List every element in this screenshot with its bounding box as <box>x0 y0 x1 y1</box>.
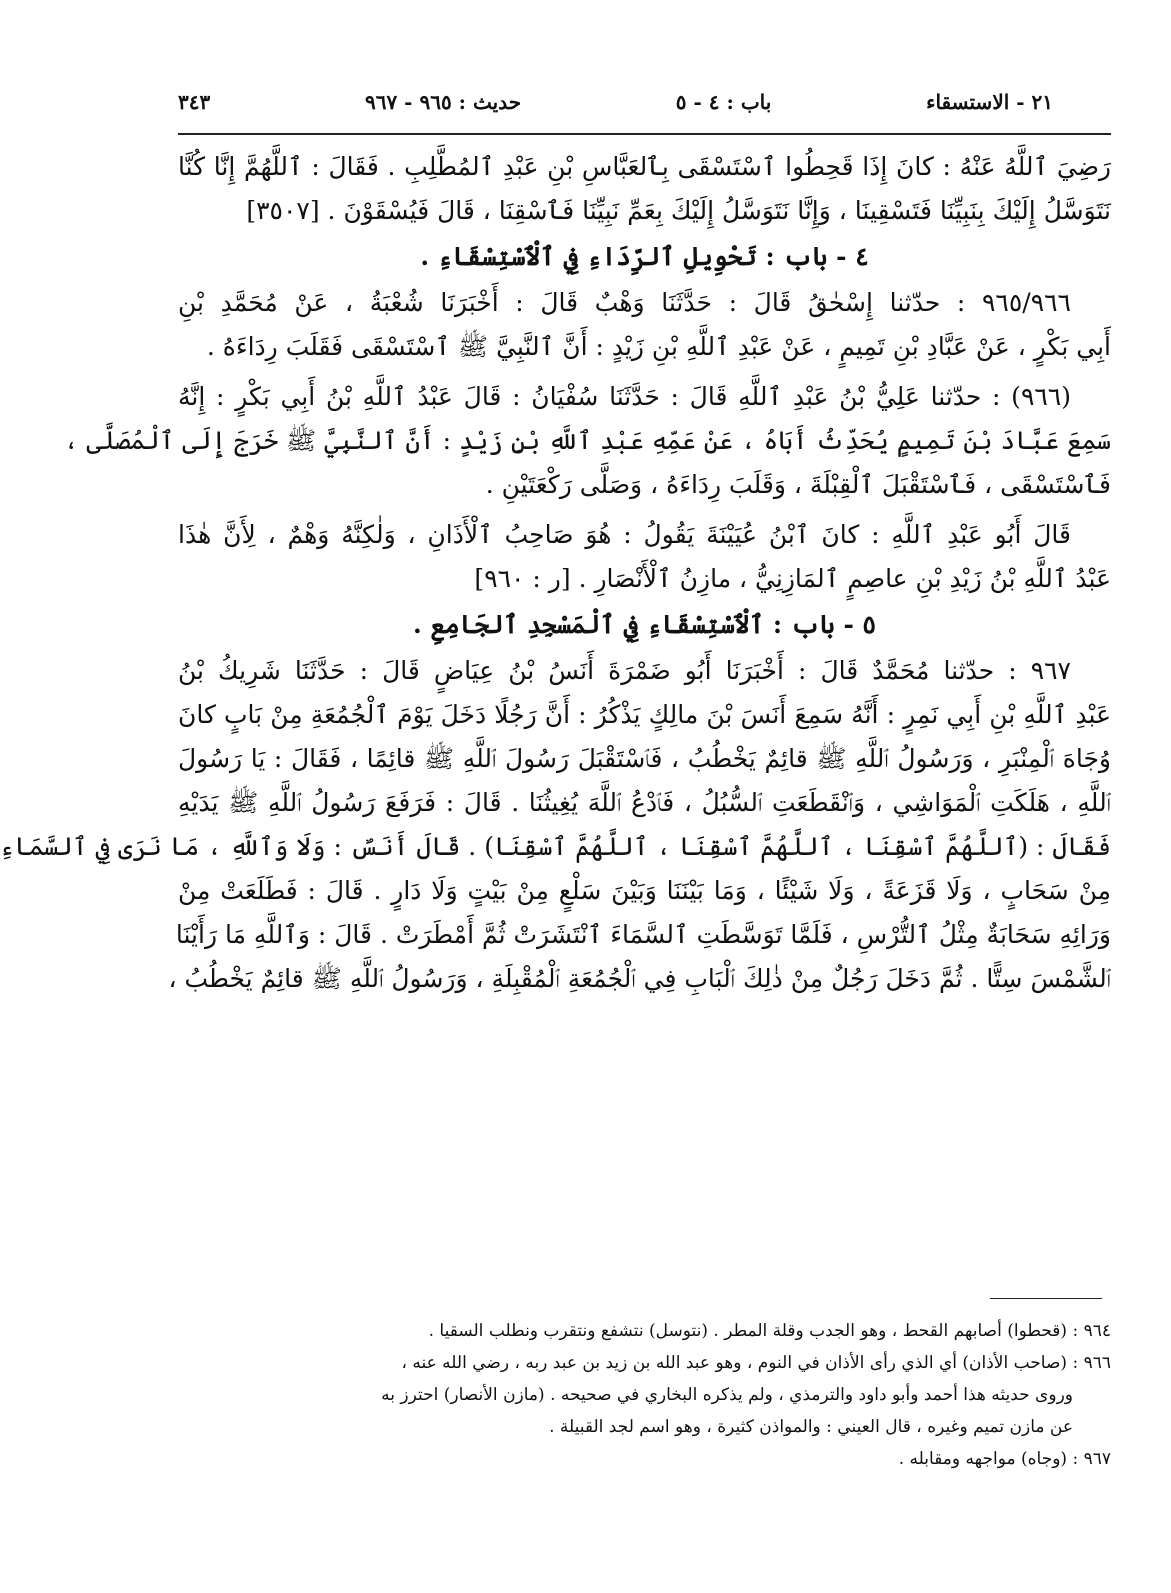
page-number: ٣٤٣ <box>178 90 211 114</box>
hadith-line: وَرَائِهِ سَحَابَةٌ مِثْلُ ٱلتُّرْسِ ، فَلَمَّا تَوَسَّطَتِ ٱلسَّمَاءَ ٱنْتَشَرَتْ ثُمَّ أَمْطَرَتْ . قَالَ : وَٱللَّهِ مَا رَأَيْنَا <box>175 920 1111 949</box>
hadith-line: أَبِي بَكْرٍ ، عَنْ عَبَّادِ بْنِ تَمِيمٍ ، عَنْ عَبْدِ ٱللَّهِ بْنِ زَيْدٍ : أَنَّ ٱلنَّبِيَّ ﷺ ٱسْتَسْقَى فَقَلَبَ رِدَاءَهُ . <box>206 332 1111 361</box>
footnotes <box>178 1315 1111 1475</box>
footnote: ٩٦٦ : (صاحب الأذان) أي الذي رأى الأذان في النوم ، وهو عبد الله بن زيد بن عبد ربه ، رضي الله عنه ، <box>401 1353 1111 1373</box>
hadith-line: سَمِعَ عَبَّادَ بْنَ تَمِيمٍ يُحَدِّثُ أَبَاهُ ، عَنْ عَمِّهِ عَبْدِ ٱللَّهِ بْنِ زَيْدٍ : أَنَّ ٱلنَّبِيَّ ﷺ خَرَجَ إِلَى ٱلْمُصَلَّى ، <box>63 426 1111 455</box>
hadith-line: ٱللَّهِ ، هَلَكَتِ ٱلْمَوَاشِي ، وَٱنْقَطَعَتِ ٱلسُّبُلُ ، فَٱدْعُ ٱللَّهَ يُغِيثُنَا . قَالَ : فَرَفَعَ رَسُولُ ٱللَّهِ ﷺ يَدَيْهِ <box>178 788 1111 817</box>
hadith-line: وُجَاهَ ٱلْمِنْبَرِ ، وَرَسُولُ ٱللَّهِ ﷺ قائِمٌ يَخْطُبُ ، فَٱسْتَقْبَلَ رَسُولَ ٱللَّهِ ﷺ قائِمًا ، فَقَالَ : يَا رَسُولَ <box>178 744 1111 773</box>
hadith-line: عَبْدِ ٱللَّهِ بْنِ أَبِي نَمِرٍ : أَنَّهُ سَمِعَ أَنَسَ بْنَ مالِكٍ يَذْكُرُ : أَنَّ رَجُلًا دَخَلَ يَوْمَ ٱلْجُمُعَةِ مِنْ بَابٍ كانَ <box>178 700 1111 729</box>
hadith-line: فَقَالَ : (ٱللَّهُمَّ ٱسْقِنَا ، ٱللَّهُمَّ ٱسْقِنَا ، ٱللَّهُمَّ ٱسْقِنَا) . قَالَ أَنَسٌ : وَلَا وَٱللَّهِ ، مَا نَرَى فِي ٱلسَّمَاءِ <box>0 832 1111 861</box>
footnote-continuation: وروى حديثه هذا أحمد وأبو داود والترمذي ، ولم يذكره البخاري في صحيحه . (مازن الأنصار) احترز به <box>381 1385 1073 1405</box>
text-line: رَضِيَ ٱللَّهُ عَنْهُ : كانَ إِذَا قَحِطُوا ٱسْتَسْقَى بِٱلعَبَّاسِ بْنِ عَبْدِ ٱلمُطَّلِبِ . فَقَالَ : ٱللَّهُمَّ إِنَّا كُنَّا <box>178 152 1111 181</box>
hadith-line: مِنْ سَحَابٍ ، وَلَا قَزَعَةً ، وَلَا شَيْئًا ، وَمَا بَيْنَنَا وَبَيْنَ سَلْعٍ مِنْ بَيْتٍ وَلَا دَارٍ . قَالَ : فَطَلَعَتْ مِنْ <box>178 876 1111 905</box>
hadith-range: حديث : ٩٦٥ - ٩٦٧ <box>364 90 522 114</box>
header-rule <box>178 133 1111 135</box>
running-header <box>178 82 1053 122</box>
hadith-line: (٩٦٦) : حدّثنا عَلِيُّ بْنُ عَبْدِ ٱللَّهِ قَالَ : حَدَّثَنَا سُفْيَانُ : قَالَ عَبْدُ ٱللَّهِ بْنُ أَبِي بَكْرٍ : إِنَّهُ <box>178 382 1071 411</box>
hadith-line: ٩٦٧ : حدّثنا مُحَمَّدٌ قَالَ : أَخْبَرَنَا أَبُو ضَمْرَةَ أَنَسُ بْنُ عِيَاضٍ قَالَ : حَدَّثَنَا شَرِيكُ بْنُ <box>178 656 1071 685</box>
hadith-line: ٩٦٥/٩٦٦ : حدّثنا إِسْحٰقُ قَالَ : حَدَّثَنَا وَهْبٌ قَالَ : أَخْبَرَنَا شُعْبَةُ ، عَنْ مُحَمَّدِ بْنِ <box>178 288 1071 317</box>
hadith-line: فَٱسْتَسْقَى ، فَٱسْتَقْبَلَ ٱلْقِبْلَةَ ، وَقَلَبَ رِدَاءَهُ ، وَصَلَّى رَكْعَتَيْنِ . <box>485 470 1111 499</box>
footnote-rule <box>990 1298 1102 1299</box>
section-heading: ٥ - باب : ٱلْٱسْتِسْقَاءِ فِي ٱلْمَسْجِدِ ٱلجَامِعِ . <box>413 610 876 639</box>
footnote-continuation: عن مازن تميم وغيره ، قال العيني : والمواذن كثيرة ، وهو اسم لجد القبيلة . <box>549 1417 1073 1437</box>
main-text <box>0 145 1111 1001</box>
commentary-line: قَالَ أَبُو عَبْدِ ٱللَّهِ : كانَ ٱبْنُ عُيَيْنَةَ يَقُولُ : هُوَ صَاحِبُ ٱلْأَذَانِ ، وَلٰكِنَّهُ وَهْمٌ ، لِأَنَّ هٰذَا <box>178 520 1071 549</box>
footnote: ٩٦٤ : (قحطوا) أصابهم القحط ، وهو الجدب وقلة المطر . (نتوسل) نتشفع ونتقرب ونطلب السقيا . <box>428 1321 1111 1341</box>
hadith-line: ٱلشَّمْسَ سِتًّا . ثُمَّ دَخَلَ رَجُلٌ مِنْ ذٰلِكَ ٱلْبَابِ فِي ٱلْجُمُعَةِ ٱلْمُقْبِلَةِ ، وَرَسُولُ ٱللَّهِ ﷺ قائِمٌ يَخْطُبُ ، <box>168 964 1111 993</box>
section-heading: ٤ - باب : تَحْوِيلِ ٱلرِّدَاءِ فِي ٱلْٱسْتِسْقَاءِ . <box>420 242 869 271</box>
commentary-line: عَبْدُ ٱللَّهِ بْنُ زَيْدِ بْنِ عاصِمٍ ٱلمَازِنِيُّ ، مازِنُ ٱلْأَنْصَارِ . [ر : ٩٦٠] <box>474 564 1111 593</box>
text-line: نَتَوَسَّلُ إِلَيْكَ بِنَبِيِّنَا فَتَسْقِينَا ، وَإِنَّا نَتَوَسَّلُ إِلَيْكَ بِعَمِّ نَبِيِّنَا فَٱسْقِنَا ، قَالَ فَيُسْقَوْنَ . [٣٥٠٧] <box>246 196 1111 225</box>
footnote: ٩٦٧ : (وجاه) مواجهه ومقابله . <box>898 1449 1111 1469</box>
chapter-title: ٢١ - الاستسقاء <box>926 90 1053 114</box>
bab-range: باب : ٤ - ٥ <box>675 90 772 114</box>
